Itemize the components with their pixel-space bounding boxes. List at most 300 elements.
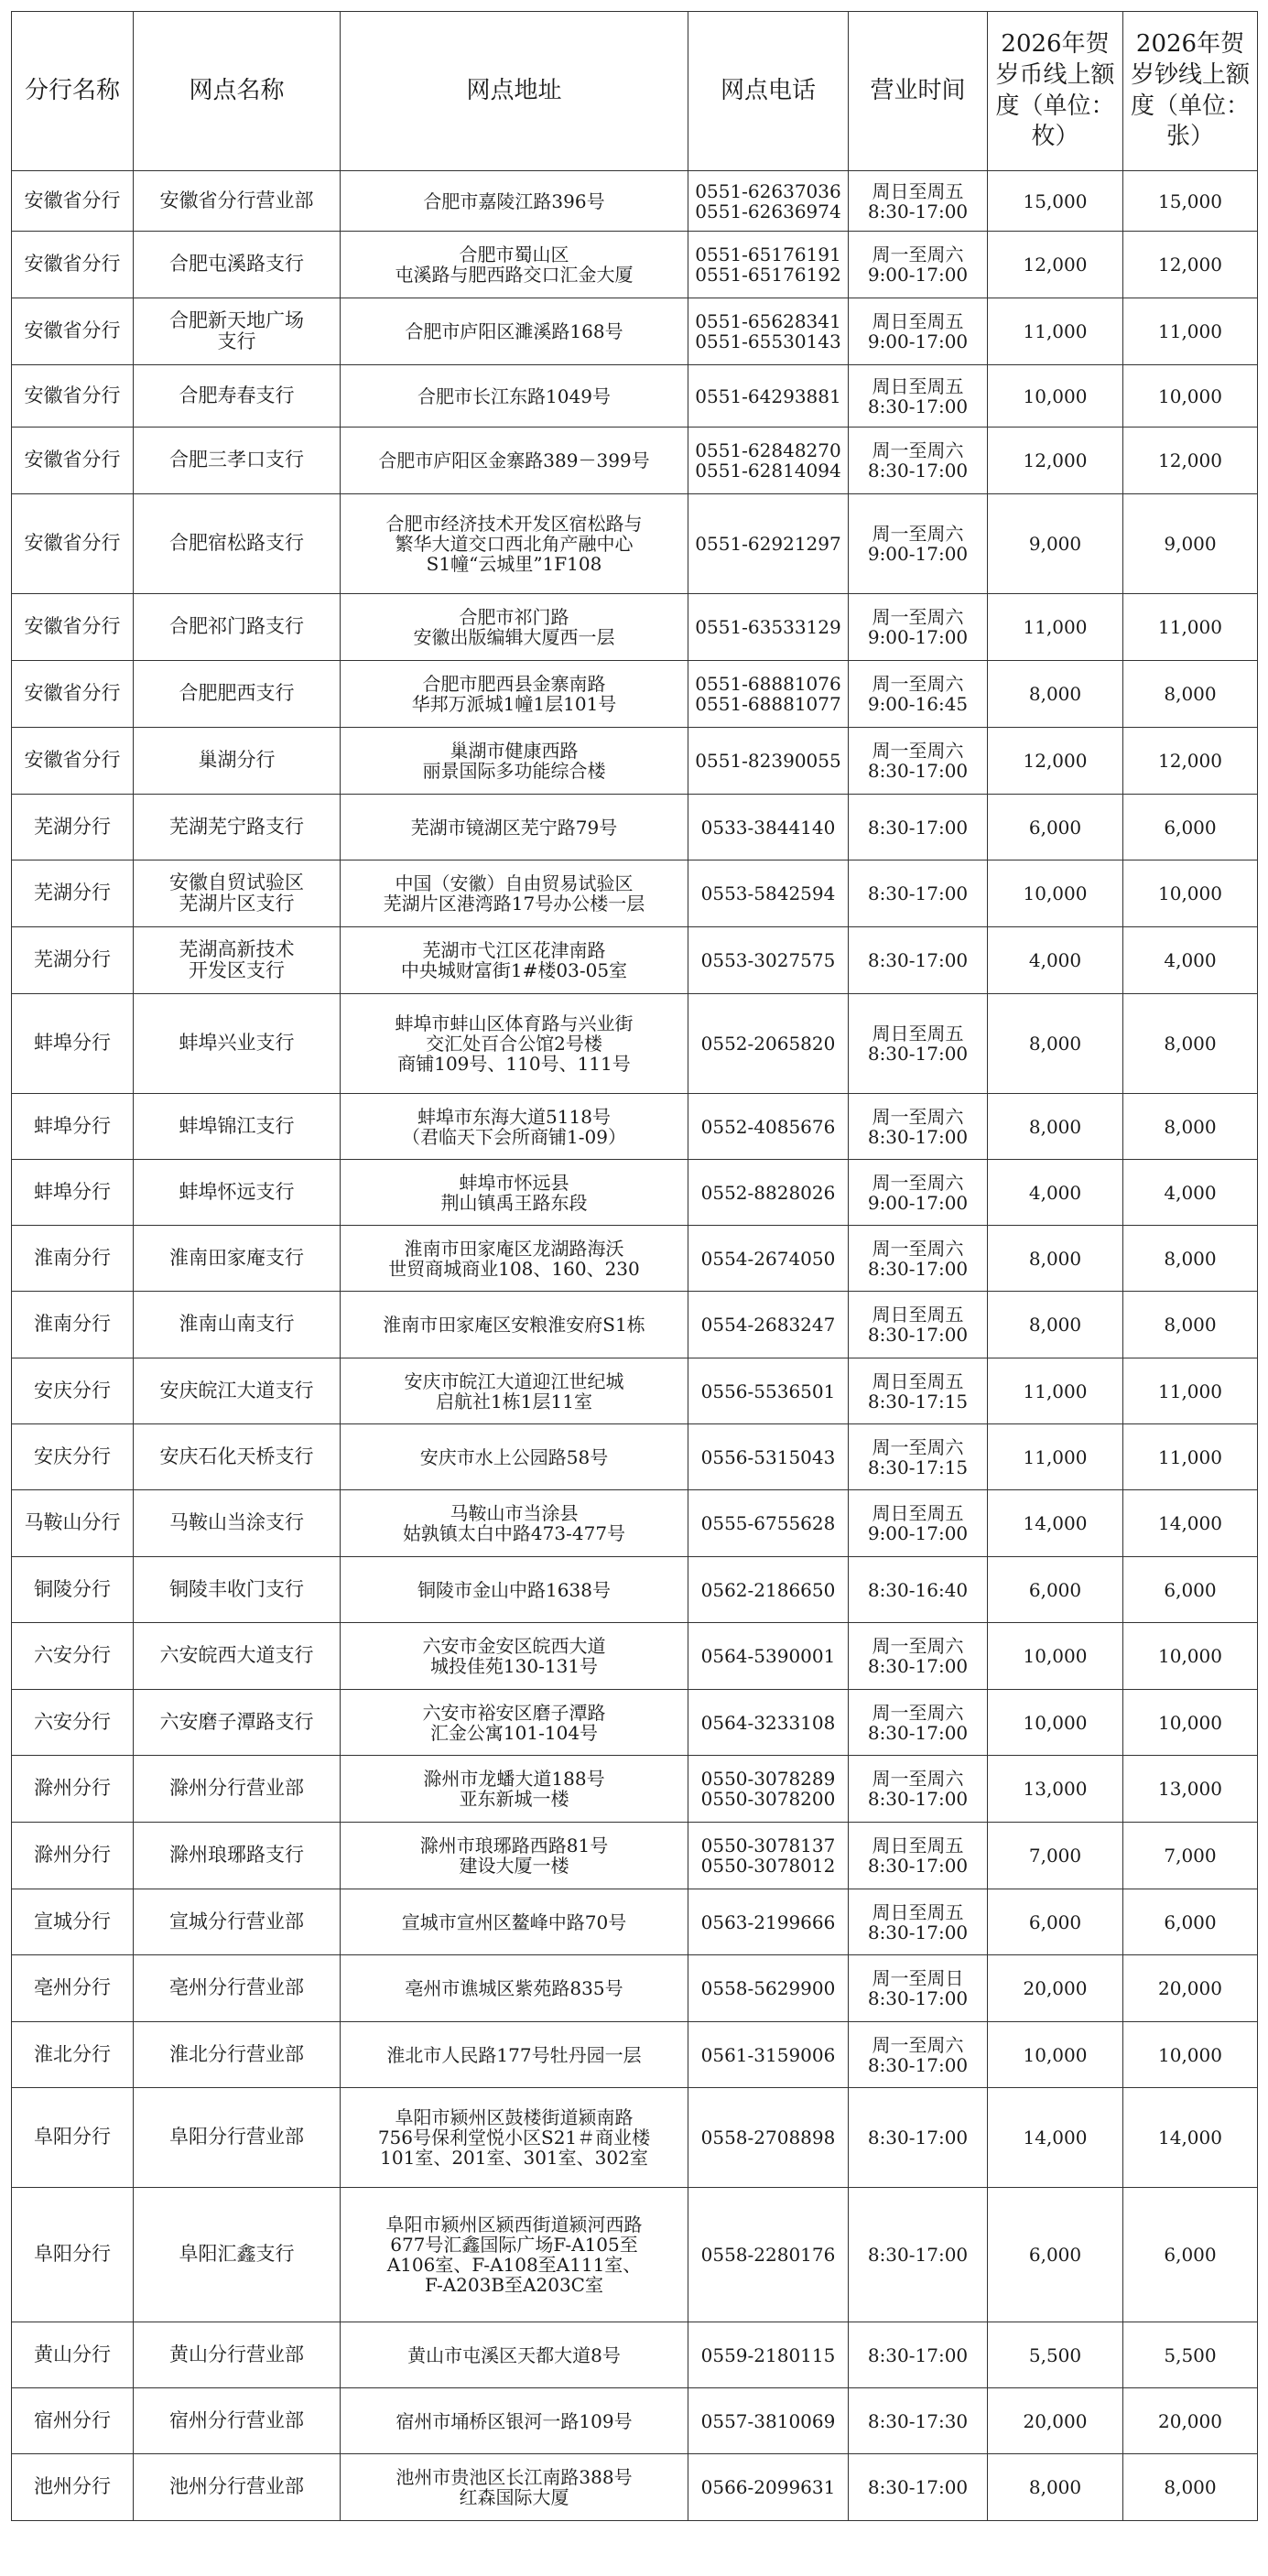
- address-cell: [341, 1490, 688, 1557]
- outlet-line: 亳州分行营业部: [169, 1976, 304, 1999]
- address-cell: [341, 927, 688, 994]
- outlet-cell: [134, 795, 341, 860]
- phone-cell: [688, 1955, 849, 2022]
- phone-line: 0551-62921297: [695, 533, 841, 555]
- hours-line: 8:30-17:00: [867, 2053, 969, 2076]
- outlet-line: 六安皖西大道支行: [159, 1644, 314, 1667]
- outlet-cell: [134, 594, 341, 661]
- outlet-cell: [134, 2388, 341, 2454]
- outlet-cell: [134, 994, 341, 1094]
- phone-cell: [688, 2022, 849, 2088]
- hours-cell: [849, 2088, 988, 2188]
- hours-line: 8:30-17:00: [867, 1324, 969, 1346]
- phone-cell: [688, 594, 849, 661]
- hours-line: 9:00-17:00: [867, 1191, 969, 1214]
- address-cell: [341, 2022, 688, 2088]
- hours-line: 周一至周日: [872, 1967, 964, 1989]
- coin-quota-cell: 13,000: [988, 1756, 1123, 1823]
- outlet-line: 安徽省分行营业部: [159, 189, 314, 211]
- address-line: 101室、201室、301室、302室: [380, 2147, 648, 2169]
- phone-line: 0556-5315043: [700, 1445, 836, 1468]
- coin-quota-cell: 20,000: [988, 1955, 1123, 2022]
- hours-cell: [849, 428, 988, 494]
- hours-line: 8:30-16:40: [867, 1578, 969, 1601]
- note-quota-cell: 8,000: [1123, 1226, 1258, 1292]
- note-quota-cell: 11,000: [1123, 1358, 1258, 1424]
- table-row: [12, 1889, 1258, 1955]
- address-line: 阜阳市颍州区颍西街道颍河西路: [385, 2213, 643, 2235]
- coin-quota-cell: 8,000: [988, 1094, 1123, 1160]
- hours-cell: [849, 171, 988, 232]
- phone-cell: [688, 365, 849, 428]
- hours-cell: [849, 994, 988, 1094]
- hours-line: 周一至周六: [872, 244, 964, 265]
- header-phone: 网点电话: [688, 12, 849, 171]
- coin-quota-cell: 8,000: [988, 1292, 1123, 1358]
- address-cell: [341, 1160, 688, 1226]
- coin-quota-cell: 5,500: [988, 2322, 1123, 2388]
- phone-line: 0551-62848270: [695, 439, 841, 461]
- address-line: 合肥市嘉陵江路396号: [423, 189, 605, 212]
- branch-cell: 黄山分行: [12, 2322, 134, 2388]
- table-row: [12, 795, 1258, 860]
- address-cell: [341, 1424, 688, 1490]
- hours-cell: [849, 927, 988, 994]
- note-quota-cell: 4,000: [1123, 927, 1258, 994]
- outlet-cell: [134, 365, 341, 428]
- note-quota-cell: 12,000: [1123, 232, 1258, 298]
- hours-line: 8:30-17:00: [867, 1721, 969, 1744]
- branch-cell: 滁州分行: [12, 1756, 134, 1823]
- outlet-cell: [134, 1160, 341, 1226]
- address-cell: [341, 1955, 688, 2022]
- hours-cell: [849, 1823, 988, 1889]
- phone-cell: [688, 1690, 849, 1756]
- branch-cell: 安徽省分行: [12, 728, 134, 795]
- address-line: 交汇处百合公馆2号楼: [426, 1033, 602, 1055]
- hours-cell: [849, 2322, 988, 2388]
- coin-quota-cell: 14,000: [988, 2088, 1123, 2188]
- phone-line: 0533-3844140: [700, 816, 836, 839]
- hours-line: 周日至周五: [872, 1900, 964, 1923]
- outlet-line: 蚌埠怀远支行: [179, 1180, 295, 1203]
- hours-cell: [849, 1756, 988, 1823]
- address-cell: [341, 171, 688, 232]
- hours-line: 9:00-17:00: [867, 1522, 969, 1544]
- table-row: [12, 2322, 1258, 2388]
- address-line: 677号汇鑫国际广场F-A105至: [390, 2234, 638, 2256]
- table-row: [12, 2454, 1258, 2521]
- phone-cell: [688, 2454, 849, 2521]
- coin-quota-cell: 10,000: [988, 2022, 1123, 2088]
- phone-line: 0551-68881076: [695, 673, 841, 695]
- outlet-line: 淮南山南支行: [179, 1313, 295, 1336]
- phone-cell: [688, 1490, 849, 1557]
- branch-cell: 池州分行: [12, 2454, 134, 2521]
- address-line: 宿州市埇桥区银河一路109号: [396, 2409, 633, 2432]
- coin-quota-cell: 9,000: [988, 494, 1123, 594]
- outlet-line: 六安磨子潭路支行: [159, 1710, 314, 1733]
- phone-line: 0551-64293881: [695, 384, 841, 407]
- phone-cell: [688, 1226, 849, 1292]
- address-cell: [341, 428, 688, 494]
- coin-quota-cell: 11,000: [988, 1424, 1123, 1490]
- phone-line: 0550-3078137: [700, 1835, 836, 1856]
- hours-cell: [849, 1889, 988, 1955]
- outlet-cell: [134, 2322, 341, 2388]
- phone-cell: [688, 1424, 849, 1490]
- outlet-line: 宣城分行营业部: [169, 1910, 304, 1932]
- phone-cell: [688, 494, 849, 594]
- address-line: 繁华大道交口西北角产融中心: [395, 533, 634, 555]
- branch-cell: 铜陵分行: [12, 1557, 134, 1623]
- phone-line: 0551-63533129: [695, 616, 841, 638]
- outlet-line: 滁州分行营业部: [169, 1777, 304, 1800]
- note-quota-cell: 4,000: [1123, 1160, 1258, 1226]
- hours-line: 8:30-17:00: [867, 1655, 969, 1677]
- address-line: 芜湖市弋江区花津南路: [422, 939, 606, 961]
- hours-line: 周日至周五: [872, 310, 964, 332]
- branch-cell: 六安分行: [12, 1690, 134, 1756]
- hours-cell: [849, 1292, 988, 1358]
- table-body: [12, 171, 1258, 2521]
- outlet-line: 合肥三孝口支行: [169, 449, 304, 471]
- branch-cell: 宣城分行: [12, 1889, 134, 1955]
- address-line: 城投佳苑130-131号: [429, 1655, 599, 1677]
- hours-line: 9:00-17:00: [867, 626, 969, 648]
- hours-line: 9:00-17:00: [867, 264, 969, 286]
- phone-cell: [688, 298, 849, 365]
- phone-line: 0552-8828026: [700, 1181, 836, 1204]
- branch-cell: 阜阳分行: [12, 2188, 134, 2322]
- phone-line: 0550-3078289: [700, 1768, 836, 1790]
- outlet-line: 宿州分行营业部: [169, 2408, 304, 2431]
- hours-line: 8:30-17:15: [867, 1456, 969, 1478]
- coin-quota-cell: 20,000: [988, 2388, 1123, 2454]
- hours-line: 8:30-17:30: [867, 2409, 969, 2432]
- coin-quota-cell: 11,000: [988, 298, 1123, 365]
- coin-quota-cell: 12,000: [988, 728, 1123, 795]
- address-line: 池州市贵池区长江南路388号: [396, 2466, 633, 2488]
- branch-cell: 滁州分行: [12, 1823, 134, 1889]
- header-address: 网点地址: [341, 12, 688, 171]
- outlet-line: 合肥新天地广场: [169, 308, 304, 331]
- outlet-line: 芜湖高新技术: [179, 937, 295, 960]
- hours-line: 周一至周六: [872, 1768, 964, 1790]
- hours-line: 9:00-16:45: [867, 693, 969, 715]
- coin-quota-cell: 6,000: [988, 1557, 1123, 1623]
- address-line: 红森国际大厦: [459, 2486, 569, 2508]
- hours-line: 8:30-17:00: [867, 1043, 969, 1065]
- hours-cell: [849, 1358, 988, 1424]
- table-row: [12, 1358, 1258, 1424]
- phone-cell: [688, 1889, 849, 1955]
- coin-quota-cell: 10,000: [988, 860, 1123, 927]
- note-quota-cell: 8,000: [1123, 2454, 1258, 2521]
- address-line: 六安市金安区皖西大道: [422, 1635, 606, 1657]
- note-quota-cell: 8,000: [1123, 1292, 1258, 1358]
- outlet-cell: [134, 1490, 341, 1557]
- note-quota-cell: 8,000: [1123, 1094, 1258, 1160]
- address-line: 合肥市庐阳区金寨路389－399号: [378, 449, 650, 471]
- table-row: [12, 2022, 1258, 2088]
- address-line: 华邦万派城1幢1层101号: [411, 693, 617, 715]
- outlet-line: 蚌埠兴业支行: [179, 1032, 295, 1055]
- hours-line: 8:30-17:00: [867, 2127, 969, 2148]
- hours-cell: [849, 232, 988, 298]
- coin-quota-cell: 4,000: [988, 1160, 1123, 1226]
- address-line: A106室、F-A108至A111室、: [386, 2254, 642, 2276]
- branch-cell: 马鞍山分行: [12, 1490, 134, 1557]
- outlet-cell: [134, 728, 341, 795]
- hours-line: 8:30-17:00: [867, 816, 969, 839]
- address-line: 荆山镇禹王路东段: [440, 1191, 588, 1214]
- phone-cell: [688, 1623, 849, 1690]
- outlet-line: 安徽自贸试验区: [169, 871, 304, 893]
- table-row: [12, 1424, 1258, 1490]
- branch-cell: 安徽省分行: [12, 232, 134, 298]
- coin-quota-cell: 6,000: [988, 1889, 1123, 1955]
- note-quota-cell: 6,000: [1123, 795, 1258, 860]
- coin-quota-cell: 6,000: [988, 795, 1123, 860]
- hours-line: 周一至周六: [872, 1105, 964, 1128]
- hours-line: 周一至周六: [872, 606, 964, 628]
- table-row: [12, 860, 1258, 927]
- hours-cell: [849, 2022, 988, 2088]
- coin-quota-cell: 12,000: [988, 232, 1123, 298]
- address-cell: [341, 860, 688, 927]
- outlet-table: [11, 11, 1258, 2521]
- coin-quota-cell: 15,000: [988, 171, 1123, 232]
- phone-line: 0551-65628341: [695, 310, 841, 332]
- address-cell: [341, 298, 688, 365]
- hours-cell: [849, 2388, 988, 2454]
- phone-line: 0551-62637036: [695, 179, 841, 202]
- address-line: 合肥市经济技术开发区宿松路与: [385, 513, 643, 535]
- outlet-line: 蚌埠锦江支行: [179, 1114, 295, 1137]
- phone-cell: [688, 1160, 849, 1226]
- note-quota-cell: 10,000: [1123, 2022, 1258, 2088]
- phone-cell: [688, 1094, 849, 1160]
- hours-line: 周日至周五: [872, 179, 964, 202]
- note-quota-cell: 20,000: [1123, 1955, 1258, 2022]
- address-cell: [341, 1557, 688, 1623]
- outlet-cell: [134, 661, 341, 728]
- table-row: [12, 1160, 1258, 1226]
- address-line: 建设大厦一楼: [459, 1855, 569, 1877]
- note-quota-cell: 7,000: [1123, 1823, 1258, 1889]
- outlet-line: 安庆皖江大道支行: [159, 1379, 314, 1402]
- note-quota-cell: 13,000: [1123, 1756, 1258, 1823]
- phone-line: 0552-2065820: [700, 1033, 836, 1055]
- address-cell: [341, 2454, 688, 2521]
- address-line: 合肥市蜀山区: [459, 244, 569, 265]
- table-row: [12, 594, 1258, 661]
- phone-line: 0551-65530143: [695, 330, 841, 352]
- coin-quota-cell: 8,000: [988, 661, 1123, 728]
- address-cell: [341, 1690, 688, 1756]
- phone-line: 0551-65176192: [695, 264, 841, 286]
- address-cell: [341, 1358, 688, 1424]
- table-row: [12, 232, 1258, 298]
- address-line: 宣城市宣州区鳌峰中路70号: [401, 1910, 627, 1933]
- outlet-cell: [134, 1889, 341, 1955]
- phone-cell: [688, 1292, 849, 1358]
- table-row: [12, 1756, 1258, 1823]
- note-quota-cell: 11,000: [1123, 594, 1258, 661]
- outlet-line: 合肥肥西支行: [179, 682, 295, 705]
- outlet-line: 合肥祁门路支行: [169, 615, 304, 638]
- hours-cell: [849, 728, 988, 795]
- phone-line: 0559-2180115: [700, 2343, 836, 2366]
- phone-line: 0551-68881077: [695, 693, 841, 715]
- address-cell: [341, 2088, 688, 2188]
- phone-cell: [688, 860, 849, 927]
- address-line: 芜湖市镜湖区芜宁路79号: [410, 816, 618, 839]
- hours-line: 周日至周五: [872, 1369, 964, 1392]
- outlet-cell: [134, 1424, 341, 1490]
- coin-quota-cell: 8,000: [988, 994, 1123, 1094]
- address-cell: [341, 1094, 688, 1160]
- hours-line: 周一至周六: [872, 439, 964, 461]
- address-line: S1幢“云城里”1F108: [426, 553, 602, 575]
- hours-line: 周一至周六: [872, 1237, 964, 1260]
- hours-cell: [849, 1690, 988, 1756]
- outlet-cell: [134, 860, 341, 927]
- branch-cell: 六安分行: [12, 1623, 134, 1690]
- hours-line: 8:30-17:00: [867, 2244, 969, 2266]
- outlet-cell: [134, 2188, 341, 2322]
- hours-cell: [849, 1490, 988, 1557]
- branch-cell: 阜阳分行: [12, 2088, 134, 2188]
- address-line: 756号保利堂悦小区S21＃商业楼: [377, 2127, 651, 2148]
- hours-cell: [849, 795, 988, 860]
- outlet-cell: [134, 1094, 341, 1160]
- address-line: 蚌埠市蚌山区体育路与兴业街: [395, 1012, 634, 1034]
- coin-quota-cell: 6,000: [988, 2188, 1123, 2322]
- hours-line: 周一至周六: [872, 1635, 964, 1657]
- address-line: 合肥市庐阳区濉溪路168号: [405, 320, 623, 342]
- note-quota-cell: 10,000: [1123, 860, 1258, 927]
- outlet-line: 合肥宿松路支行: [169, 532, 304, 555]
- phone-cell: [688, 2322, 849, 2388]
- hours-cell: [849, 860, 988, 927]
- address-line: 中国（安徽）自由贸易试验区: [395, 872, 634, 894]
- note-quota-cell: 12,000: [1123, 428, 1258, 494]
- table-header: [12, 12, 1258, 171]
- outlet-cell: [134, 1690, 341, 1756]
- hours-line: 周日至周五: [872, 1023, 964, 1044]
- outlet-cell: [134, 927, 341, 994]
- hours-line: 8:30-17:00: [867, 200, 969, 222]
- address-line: 淮南市田家庵区龙湖路海沃: [404, 1237, 624, 1260]
- address-cell: [341, 795, 688, 860]
- hours-cell: [849, 365, 988, 428]
- branch-cell: 安徽省分行: [12, 594, 134, 661]
- table-row: [12, 1292, 1258, 1358]
- phone-line: 0553-5842594: [700, 882, 836, 904]
- outlet-cell: [134, 1823, 341, 1889]
- outlet-cell: [134, 2088, 341, 2188]
- phone-cell: [688, 1756, 849, 1823]
- phone-line: 0564-5390001: [700, 1645, 836, 1667]
- hours-line: 8:30-17:00: [867, 2343, 969, 2366]
- outlet-line: 黄山分行营业部: [169, 2343, 304, 2365]
- phone-cell: [688, 728, 849, 795]
- phone-line: 0551-62814094: [695, 460, 841, 482]
- table-row: [12, 1094, 1258, 1160]
- hours-line: 周一至周六: [872, 1435, 964, 1458]
- address-line: 中央城财富街1#楼03-05室: [400, 959, 628, 981]
- outlet-cell: [134, 1292, 341, 1358]
- phone-cell: [688, 795, 849, 860]
- phone-cell: [688, 1358, 849, 1424]
- table-row: [12, 171, 1258, 232]
- address-line: 安徽出版编辑大厦西一层: [413, 626, 615, 648]
- hours-cell: [849, 1955, 988, 2022]
- phone-line: 0551-82390055: [695, 750, 841, 772]
- outlet-line: 滁州琅琊路支行: [169, 1844, 304, 1867]
- address-cell: [341, 1756, 688, 1823]
- hours-line: 8:30-17:00: [867, 1987, 969, 2009]
- address-line: 蚌埠市怀远县: [459, 1171, 569, 1194]
- outlet-line: 支行: [217, 330, 256, 352]
- coin-quota-cell: 4,000: [988, 927, 1123, 994]
- phone-cell: [688, 1557, 849, 1623]
- note-quota-cell: 11,000: [1123, 298, 1258, 365]
- coin-quota-cell: 8,000: [988, 2454, 1123, 2521]
- table-row: [12, 1823, 1258, 1889]
- coin-quota-cell: 10,000: [988, 1623, 1123, 1690]
- address-cell: [341, 2188, 688, 2322]
- header-note-quota: 2026年贺岁钞线上额度（单位：张）: [1123, 12, 1258, 171]
- branch-cell: 宿州分行: [12, 2388, 134, 2454]
- outlet-cell: [134, 428, 341, 494]
- hours-line: 8:30-17:00: [867, 1788, 969, 1810]
- hours-line: 8:30-17:00: [867, 949, 969, 971]
- branch-cell: 安徽省分行: [12, 298, 134, 365]
- outlet-cell: [134, 1358, 341, 1424]
- phone-line: 0564-3233108: [700, 1711, 836, 1734]
- note-quota-cell: 20,000: [1123, 2388, 1258, 2454]
- phone-cell: [688, 2088, 849, 2188]
- branch-cell: 蚌埠分行: [12, 994, 134, 1094]
- address-line: 合肥市长江东路1049号: [417, 384, 611, 407]
- hours-cell: [849, 494, 988, 594]
- hours-cell: [849, 1424, 988, 1490]
- address-line: （君临天下会所商铺1-09）: [402, 1125, 626, 1148]
- hours-line: 周一至周六: [872, 1701, 964, 1724]
- coin-quota-cell: 7,000: [988, 1823, 1123, 1889]
- hours-line: 8:30-17:00: [867, 1921, 969, 1943]
- phone-line: 0558-2280176: [700, 2244, 836, 2266]
- note-quota-cell: 10,000: [1123, 365, 1258, 428]
- address-line: 芜湖片区港湾路17号办公楼一层: [383, 893, 645, 915]
- phone-cell: [688, 661, 849, 728]
- phone-cell: [688, 2188, 849, 2322]
- phone-line: 0558-5629900: [700, 1977, 836, 1999]
- outlet-line: 芜湖芜宁路支行: [169, 815, 304, 838]
- table-row: [12, 728, 1258, 795]
- address-cell: [341, 728, 688, 795]
- table-row: [12, 428, 1258, 494]
- branch-cell: 蚌埠分行: [12, 1094, 134, 1160]
- address-line: 马鞍山市当涂县: [450, 1502, 579, 1524]
- note-quota-cell: 6,000: [1123, 2188, 1258, 2322]
- address-line: 世贸商城商业108、160、230: [388, 1257, 640, 1280]
- phone-line: 0556-5536501: [700, 1380, 836, 1402]
- address-line: 铜陵市金山中路1638号: [417, 1578, 611, 1601]
